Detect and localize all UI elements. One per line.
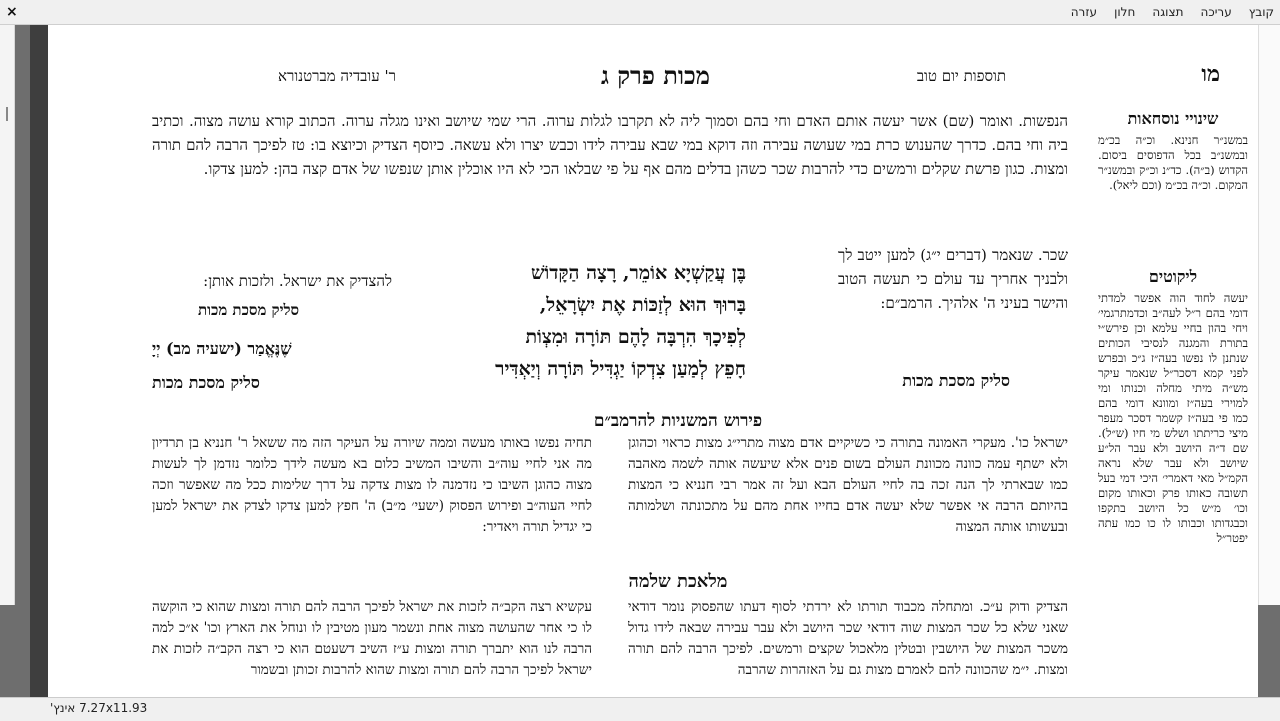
page-shadow xyxy=(30,25,50,697)
kahal-text: להצדיק את ישראל. ולזכות אותן: xyxy=(203,272,392,290)
siyum-left: סליק מסכת מכות xyxy=(152,373,260,392)
document-page xyxy=(48,25,1258,697)
sidebar-title: שינויי נוסחאות xyxy=(1127,109,1219,128)
menu-edit[interactable]: עריכה xyxy=(1200,5,1232,19)
rambam-right: ישראל כו'. מעקרי האמונה בתורה כי כשיקיים אדם מצוה מתרי״ג מצות כראוי וכהוגן ולא ישתף עמה כוונה מכוונת העולם בשום פנים אלא שיעשה אותה לשמה מאהבה כמו שבארתי לך הנה זכה בה לחיי העולם הבא ועל זה אמר רבי חנניא כי המצות בהיותם הרבה אי אפשר שלא יעשה אדם בחייו אחת מהם על מתכונתה ושלמותה ובעשותו אותה המצוה xyxy=(628,435,1068,535)
shlomo-left: עקשיא רצה הקב״ה לזכות את ישראל לפיכך הרבה להם תורה ומצות שהוא כי הוקשה לו כי אחר שהעושה מצוה אחת ונשמר מעון מטיבין לו ונוחל את הארץ וכו' א״כ למה הרבה לנו הוא יתברך תורה ומצות ע״ז השיב דשעטם הוא כי רצה הקב״ה לזכות את ישראל לפיכך הרבה להם תורה ומצות שהוא להרבות זכותן ובשמור xyxy=(152,599,592,678)
scroll-marker[interactable] xyxy=(6,107,8,121)
kahal-siyum: סליק מסכת מכות xyxy=(198,301,300,319)
right-scroll-strip[interactable] xyxy=(1258,25,1280,605)
sidebar-variants: במשנ״ר חנינא. וכ״ה בכ״מ ובמשנ״ב בכל הדפוסים ביסום. הקדוש (ב״ה). כד״נ וכ״ק ובמשנ״ר המקום. וכ״ה בכ״מ (וכם ליאל). xyxy=(1098,133,1248,192)
page-dimensions: 7.27x11.93 אינץ' xyxy=(50,701,148,715)
rambam-title: פירוש המשניות להרמב״ם xyxy=(593,411,763,431)
menu-view[interactable]: תצוגה xyxy=(1152,5,1184,19)
mishna-line-3: לְפִיכָךְ הִרְבָּה לָהֶם תּוֹרָה וּמִצְוֹת xyxy=(525,326,746,348)
siyum-right: סליק מסכת מכות xyxy=(902,371,1010,390)
menu-window[interactable]: חלון xyxy=(1114,5,1136,19)
verse-ref: שֶׁנֶּאֱמַר (ישעיה מב) יְיָ xyxy=(152,339,292,358)
left-side-panel xyxy=(0,25,15,605)
mishna-siyum xyxy=(430,257,746,385)
menu-bar xyxy=(0,0,1280,25)
page-number: מו xyxy=(1201,61,1220,87)
close-icon[interactable]: × xyxy=(6,4,18,20)
status-bar xyxy=(0,697,1280,721)
menu-help[interactable]: עזרה xyxy=(1070,5,1097,19)
mishna-line-4: חָפֵץ לְמַעַן צִדְקוֹ יַגְדִּיל תּוֹרָה וְיַאְדִּיר xyxy=(495,358,746,380)
likutim-text: יעשה לחוד הוה אפשר למדתי דומי בהם ר״ל לעה״ב וכדמתרגמי׳ ויחי בהון בחיי עלמא וכן פירש״י בתורת והמגנה לנסיבי הכותים שנתנן לו נפשו בעה״ז ג״כ ובפרש לפני קמא דסכר״ל שנאמר עיקר מש״ה מיתי מחלה וכנותו ומי למוירי בעה״ז ומוונא דומי בהם כמו פי בעה״ז קשמר דסכר מעפר מיצי כריתתו ושלש מי חיו (ש״ל). שם ד״ה היושב ולא עבר הל״ע שיושב ולא עבר שלא נראה הקמ״ל מאי דאמרי׳ היכי דמי בעל תשובה כאותו פרק וכאותו מקום וכו׳ מ״ש כל היושב בתקפו וכבגדותו וכבותו לו כו כמו עתה יפטר״ל xyxy=(1098,291,1248,545)
page-title: מכות פרק ג xyxy=(600,61,710,90)
mishna-line-1: בֶּן עֲקַשְׁיָא אוֹמֵר, רָצָה הַקָּדוֹשׁ xyxy=(530,262,746,284)
tosfot-text: שכר. שנאמר (דברים י״ג) למען ייטב לך ולבניך אחריך עד עולם כי תעשה הטוב והישר בעיני ה' אלהיך. הרמב״ם: xyxy=(838,246,1068,312)
bartenura-text: הנפשות. ואומר (שם) אשר יעשה אותם האדם וחי בהם וסמוך ליה לא תקרבו לגלות ערוה. הרי שמי שיושב ואינו מגלה ערוה. הכתוב קורא עושה מצוה. וכתיב ביה וחי בהם. כדרך שהענוש כרת במי שעושה עבירה וזה דוקא במי שבא עבירה לידו וכבש יצרו ולא עשאה. כיוסף הצדיק וכיוצא בו: טז לפיכך הרבה להם תורה ומצות. כגון פרשת שקלים ורמשים כדי להרבות שכר כשהן בדלים מהם אף על פי שבלאו הכי לא היו אוכלין אותן שנפשו של אדם קצה בהן: למען צדקו. xyxy=(152,112,1068,178)
shlomo-title: מלאכת שלמה xyxy=(628,571,728,592)
header-bartenura: ר' עובדיה מברטנורא xyxy=(278,67,396,85)
menu-file[interactable]: קובץ xyxy=(1248,5,1274,19)
shlomo-right: הצדיק ודוק ע״כ. ומתחלה מכבוד תורתו לא ירדתי לסוף דעתו שהפסוק נומר דודאי שאני שלא כל שכר המצות שוה דודאי שכר היושב ולא עבר עבירה שבאה לידו גדול משכר המצות של היושבין ובטלין מלאכול שקצים ורמשים. לפיכך הרבה להם תורה ומצות. י״מ שהכוונה להם לאמרם מצות גם על האזהרות שהרבה xyxy=(628,599,1068,678)
mishna-line-2: בָּרוּךְ הוּא לְזַכּוֹת אֶת יִשְׂרָאֵל, xyxy=(539,294,746,316)
likutim-title: ליקוטים xyxy=(1148,267,1198,286)
rambam-left: תחיה נפשו באותו מעשה וממה שיורה על העיקר הזה מה ששאל ר' חנניא בן תרדיון מה אני לחיי עוה״ב והשיבו המשיב כלום בא מעשה לידך כלומר נזדמן לך לעשות מצוה כהוגן השיבו כי נזדמנה לו מצות צדקה על דרך שלימות ככל מה שאפשר וזכה לחיי העוה״ב ופירוש הפסוק (ישעי׳ מ״ב) ה' חפץ למען צדקו לצדק את ישראל למען כי יגדיל תורה ויאדיר: xyxy=(152,435,592,535)
header-tosfot: תוספות יום טוב xyxy=(916,67,1006,85)
